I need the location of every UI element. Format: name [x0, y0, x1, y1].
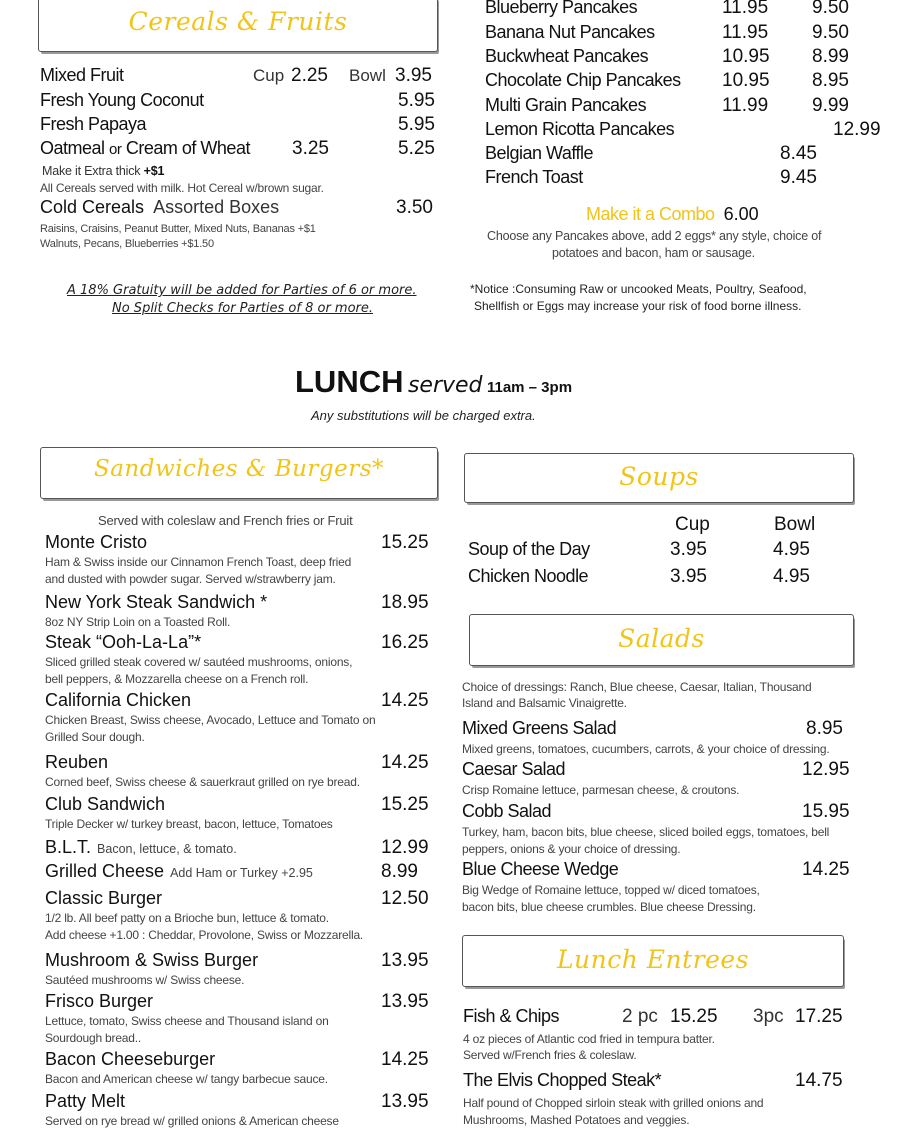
salads-header-box: [469, 614, 854, 666]
cereals-header: Cereals & Fruits: [128, 7, 348, 36]
sandwich-item-title: New York Steak Sandwich *: [45, 592, 268, 612]
gratuity-notice: A 18% Gratuity will be added for Parties of 6 or more.: [67, 283, 417, 298]
elvis-steak-desc-2: Mushrooms, Mashed Potatoes and veggies.: [463, 1113, 690, 1127]
mixed-fruit-cup-label: Cup: [253, 66, 285, 85]
sandwich-item-desc: Lettuce, tomato, Swiss cheese and Thousand island on: [45, 1014, 329, 1028]
lunch-hours: 11am – 3pm: [486, 379, 573, 396]
soup-item-name: Soup of the Day: [468, 539, 590, 559]
soups-header-box: [464, 453, 854, 503]
sandwich-item-desc: Sourdough bread..: [45, 1031, 142, 1045]
salad-item-price: 14.25: [802, 859, 850, 880]
sandwich-item-price: 18.95: [381, 592, 429, 613]
sandwich-item-name: [45, 950, 258, 971]
sandwich-item-name: [45, 861, 313, 882]
salad-item-name: Cobb Salad: [462, 801, 552, 821]
sandwich-item-desc: Served on rye bread w/ grilled onions & American cheese: [45, 1114, 339, 1128]
oatmeal-name-b: Cream of Wheat: [125, 138, 250, 158]
sandwich-item-title: California Chicken: [45, 690, 192, 710]
cereal-note: All Cereals served with milk. Hot Cereal w/brown sugar.: [40, 181, 324, 195]
sandwich-item-title: Mushroom & Swiss Burger: [45, 950, 259, 970]
pancake-item-price-large: 10.95: [722, 70, 770, 91]
mixed-fruit-cup-price: 2.25: [291, 65, 328, 86]
sandwich-item-title: Steak “Ooh-La-La”*: [45, 632, 202, 652]
pancake-item-price-small: 9.99: [812, 95, 849, 116]
salad-item-name: Blue Cheese Wedge: [462, 859, 619, 879]
fish-chips-2pc-label: 2 pc: [622, 1006, 658, 1027]
sandwich-item-desc: Ham & Swiss inside our Cinnamon French Toast, deep fried: [45, 555, 352, 569]
sandwiches-intro: Served with coleslaw and French fries or Fruit: [98, 513, 353, 528]
mixed-fruit-name: Mixed Fruit: [40, 65, 124, 85]
combo-desc-2: potatoes and bacon, ham or sausage.: [552, 246, 755, 260]
coconut-price: 5.95: [398, 90, 435, 111]
fish-chips-3pc-label: 3pc: [753, 1006, 784, 1027]
pancake-item-price-large: 11.99: [722, 95, 769, 116]
soup-item-name: Chicken Noodle: [468, 566, 589, 586]
sandwich-item-title: Reuben: [45, 752, 109, 772]
raw-notice-1: *Notice :Consuming Raw or uncooked Meats, Poultry, Seafood,: [470, 282, 807, 296]
sandwich-item-name: [45, 888, 162, 909]
sandwich-item-desc: Sautéed mushrooms w/ Swiss cheese.: [45, 973, 245, 987]
sandwich-item-title: Monte Cristo: [45, 532, 148, 552]
pancake-item-name: Chocolate Chip Pancakes: [485, 70, 681, 90]
entrees-header-box: [462, 935, 844, 987]
sandwich-item-price: 8.99: [381, 861, 418, 882]
sandwich-item-desc: Corned beef, Swiss cheese & sauerkraut grilled on rye bread.: [45, 775, 360, 789]
cereals-header-box: [38, 0, 438, 52]
sandwich-item-price: 14.25: [381, 752, 429, 773]
soups-cup-label: Cup: [675, 514, 710, 535]
sandwich-item-name: [45, 632, 201, 653]
sandwich-item-price: 12.50: [381, 888, 429, 909]
sandwich-item-name: [45, 532, 147, 553]
papaya-price: 5.95: [398, 114, 435, 135]
cold-cereals-sub: Assorted Boxes: [153, 197, 280, 217]
raw-notice-2: Shellfish or Eggs may increase your risk of food borne illness.: [474, 299, 802, 313]
sandwich-item-desc: Sliced grilled steak covered w/ sautéed mushrooms, onions,: [45, 655, 353, 669]
pancake-item-name: Multi Grain Pancakes: [485, 95, 647, 115]
sandwich-item-price: 13.95: [381, 991, 429, 1012]
lunch-title-line: [295, 364, 572, 400]
pancake-item-name: French Toast: [485, 167, 583, 187]
salad-item-name: Caesar Salad: [462, 759, 566, 779]
soups-bowl-label: Bowl: [774, 514, 816, 535]
lunch-title: LUNCH: [295, 364, 404, 399]
salads-header: Salads: [618, 624, 705, 653]
pancake-item-price: 8.45: [780, 143, 817, 164]
pancake-item-price: 9.45: [780, 167, 817, 188]
fish-chips-3pc-price: 17.25: [795, 1006, 843, 1027]
sandwich-item-title: Patty Melt: [45, 1091, 126, 1111]
sandwich-item-name: [45, 794, 165, 815]
pancake-item-name: Buckwheat Pancakes: [485, 46, 649, 66]
soup-item-cup-price: 3.95: [670, 566, 707, 587]
pancake-item-price: 12.99: [833, 119, 881, 140]
combo-price: 6.00: [723, 204, 759, 224]
sandwich-item-name: [45, 752, 108, 773]
sandwich-item-desc: Add cheese +1.00 : Cheddar, Provolone, Swiss or Mozzarella.: [45, 928, 364, 942]
soups-header: Soups: [619, 462, 699, 491]
pancake-item-price-small: 8.99: [812, 46, 849, 67]
pancake-item-name: Lemon Ricotta Pancakes: [485, 119, 675, 139]
sandwich-item-sub: Add Ham or Turkey +2.95: [170, 866, 313, 880]
cold-cereals-desc-2: Walnuts, Pecans, Blueberries +$1.50: [40, 238, 214, 250]
pancake-item-price-small: 9.50: [812, 22, 849, 43]
oatmeal-name: [40, 138, 250, 159]
sandwich-item-price: 14.25: [381, 690, 429, 711]
pancake-item-name: Belgian Waffle: [485, 143, 594, 163]
sandwich-item-title: Grilled Cheese: [45, 861, 165, 881]
sandwich-item-price: 13.95: [381, 950, 429, 971]
pancake-item-name: Blueberry Pancakes: [485, 0, 638, 17]
cold-cereals-desc-1: Raisins, Craisins, Peanut Butter, Mixed Nuts, Bananas +$1: [40, 223, 316, 235]
sandwich-item-price: 15.25: [381, 794, 429, 815]
sandwiches-header-box: [40, 447, 438, 499]
oatmeal-note-text: Make it Extra thick: [42, 164, 141, 178]
sandwich-item-desc: Bacon and American cheese w/ tangy barbecue sauce.: [45, 1072, 328, 1086]
salad-dressings-2: Island and Balsamic Vinaigrette.: [462, 696, 627, 710]
soup-item-bowl-price: 4.95: [773, 566, 810, 587]
sandwich-item-name: [45, 837, 237, 858]
pancake-item-price-small: 8.95: [812, 70, 849, 91]
sandwich-item-title: Frisco Burger: [45, 991, 154, 1011]
papaya-name: Fresh Papaya: [40, 114, 147, 134]
sandwich-item-title: B.L.T.: [45, 837, 92, 857]
mixed-fruit-bowl-price: 3.95: [395, 65, 432, 86]
entrees-header: Lunch Entrees: [556, 945, 750, 974]
sandwich-item-title: Club Sandwich: [45, 794, 166, 814]
split-checks-notice: No Split Checks for Parties of 8 or more.: [112, 301, 374, 316]
sandwich-item-desc: Chicken Breast, Swiss cheese, Avocado, Lettuce and Tomato on: [45, 713, 376, 727]
salad-item-desc: peppers, onions & your choice of dressing.: [462, 842, 681, 856]
elvis-steak-price: 14.75: [795, 1070, 843, 1091]
sandwich-item-name: [45, 592, 267, 613]
salad-item-price: 8.95: [806, 718, 843, 739]
fish-chips-2pc-price: 15.25: [670, 1006, 718, 1027]
oatmeal-price-small: 3.25: [292, 138, 329, 159]
oatmeal-name-a: Oatmeal: [40, 138, 105, 158]
sandwich-item-price: 13.95: [381, 1091, 429, 1112]
pancake-item-price-large: 11.95: [722, 0, 769, 18]
pancake-item-price-large: 10.95: [722, 46, 770, 67]
oatmeal-price-large: 5.25: [398, 138, 435, 159]
sandwich-item-desc: 8oz NY Strip Loin on a Toasted Roll.: [45, 615, 231, 629]
salad-item-desc: bacon bits, blue cheese crumbles. Blue cheese Dressing.: [462, 900, 756, 914]
combo-label: [586, 204, 759, 225]
sandwich-item-title: Bacon Cheeseburger: [45, 1049, 216, 1069]
soup-item-bowl-price: 4.95: [773, 539, 810, 560]
salad-item-desc: Crisp Romaine lettuce, parmesan cheese, & croutons.: [462, 783, 740, 797]
salad-item-desc: Big Wedge of Romaine lettuce, topped w/ diced tomatoes,: [462, 883, 760, 897]
sandwich-item-desc: and dusted with powder sugar. Served w/strawberry jam.: [45, 572, 336, 586]
substitutions-note: Any substitutions will be charged extra.: [311, 408, 536, 423]
sandwich-item-name: [45, 991, 153, 1012]
pancake-item-price-small: 9.50: [812, 0, 849, 18]
combo-text: Make it a Combo: [586, 204, 715, 224]
oatmeal-extra: +$1: [143, 164, 165, 178]
salad-item-name: Mixed Greens Salad: [462, 718, 617, 738]
fish-chips-desc-2: Served w/French fries & coleslaw.: [463, 1048, 637, 1062]
salad-item-price: 12.95: [802, 759, 850, 780]
soup-item-cup-price: 3.95: [670, 539, 707, 560]
coconut-name: Fresh Young Coconut: [40, 90, 204, 110]
salad-item-price: 15.95: [802, 801, 850, 822]
sandwich-item-name: [45, 1091, 125, 1112]
fish-chips-desc-1: 4 oz pieces of Atlantic cod fried in tempura batter.: [463, 1032, 715, 1046]
sandwich-item-desc: bell peppers, & Mozzarella cheese on a French roll.: [45, 672, 309, 686]
sandwiches-header: Sandwiches & Burgers*: [93, 456, 385, 482]
pancake-item-name: Banana Nut Pancakes: [485, 22, 655, 42]
sandwich-item-name: [45, 1049, 215, 1070]
sandwich-item-desc: Grilled Sour dough.: [45, 730, 145, 744]
salad-item-desc: Turkey, ham, bacon bits, blue cheese, sliced boiled eggs, tomatoes, bell: [462, 825, 830, 839]
elvis-steak-desc-1: Half pound of Chopped sirloin steak with grilled onions and: [463, 1096, 764, 1110]
sandwich-item-desc: 1/2 lb. All beef patty on a Brioche bun, lettuce & tomato.: [45, 911, 329, 925]
elvis-steak-name: The Elvis Chopped Steak*: [463, 1070, 662, 1090]
sandwich-item-desc: Triple Decker w/ turkey breast, bacon, lettuce, Tomatoes: [45, 817, 333, 831]
sandwich-item-price: 16.25: [381, 632, 429, 653]
sandwich-item-price: 14.25: [381, 1049, 429, 1070]
lunch-served: served: [407, 373, 483, 398]
oatmeal-or: or: [109, 141, 122, 158]
sandwich-item-price: 15.25: [381, 532, 429, 553]
sandwich-item-title: Classic Burger: [45, 888, 163, 908]
sandwich-item-name: [45, 690, 191, 711]
cold-cereals-name: [40, 197, 279, 218]
sandwich-item-price: 12.99: [381, 837, 429, 858]
sandwich-item-sub: Bacon, lettuce, & tomato.: [97, 842, 237, 856]
cold-cereals-price: 3.50: [396, 197, 433, 218]
pancake-item-price-large: 11.95: [722, 22, 769, 43]
combo-desc-1: Choose any Pancakes above, add 2 eggs* any style, choice of: [487, 229, 822, 243]
fish-chips-name: Fish & Chips: [463, 1006, 560, 1026]
mixed-fruit-bowl-label: Bowl: [349, 66, 386, 85]
salad-dressings-1: Choice of dressings: Ranch, Blue cheese, Caesar, Italian, Thousand: [462, 680, 812, 694]
cold-cereals-label: Cold Cereals: [40, 197, 145, 217]
oatmeal-note: [42, 163, 164, 179]
salad-item-desc: Mixed greens, tomatoes, cucumbers, carrots, & your choice of dressing.: [462, 742, 830, 756]
